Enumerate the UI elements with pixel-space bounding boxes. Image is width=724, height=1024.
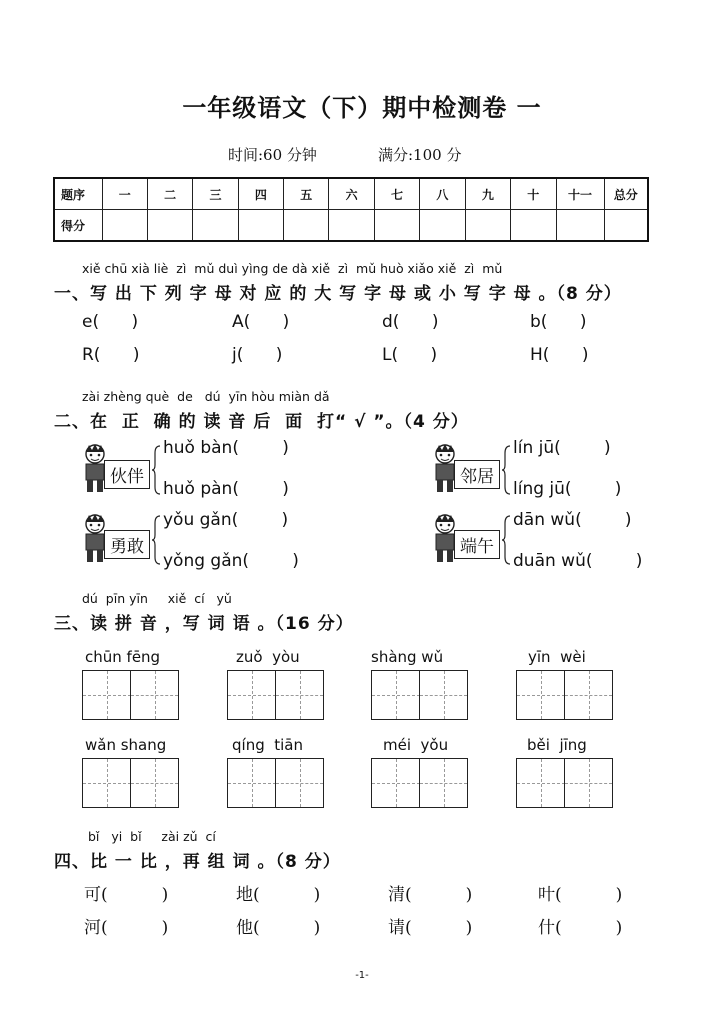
writing-grid[interactable] — [82, 758, 179, 808]
q3-pinyin: dú pīn yīn xiě cí yǔ — [82, 591, 232, 606]
score-header-cell: 八 — [420, 178, 465, 210]
score-table-score-row — [54, 210, 648, 242]
brace-icon — [502, 445, 511, 495]
brace-icon — [152, 515, 161, 565]
q2-word-box: 端午 — [454, 530, 500, 559]
writing-grid[interactable] — [371, 758, 468, 808]
score-header-cell: 四 — [238, 178, 283, 210]
q1-item[interactable]: j( ) — [232, 345, 283, 365]
score-input-cell[interactable] — [284, 210, 329, 242]
q3-word-pinyin: shàng wǔ — [371, 648, 444, 666]
writing-grid[interactable] — [227, 758, 324, 808]
q3-word-pinyin: běi jīng — [527, 736, 587, 754]
q1-item[interactable]: R( ) — [82, 345, 140, 365]
q1-item[interactable]: L( ) — [382, 345, 438, 365]
q2-option[interactable]: líng jū( ) — [513, 479, 622, 499]
full-score-label: 满分:100 分 — [378, 146, 462, 164]
q2-option[interactable]: yǒu gǎn( ) — [163, 510, 289, 530]
q2-word-box: 邻居 — [454, 460, 500, 489]
q1-item[interactable]: H( ) — [530, 345, 589, 365]
score-header-cell: 总分 — [604, 178, 648, 210]
q2-word-box: 勇敢 — [104, 530, 150, 559]
score-input-cell[interactable] — [556, 210, 604, 242]
q2-pinyin: zài zhèng què de dú yīn hòu miàn dǎ — [82, 389, 330, 404]
q3-word-pinyin: wǎn shang — [85, 736, 167, 754]
score-input-cell[interactable] — [238, 210, 283, 242]
page-number: -1- — [355, 970, 369, 981]
score-header-cell: 三 — [193, 178, 238, 210]
q2-option[interactable]: duān wǔ( ) — [513, 551, 643, 571]
q2-heading: 二、在 正 确 的 读 音 后 面 打“ √ ”。（4 分） — [54, 412, 469, 432]
q3-word-pinyin: méi yǒu — [383, 736, 449, 754]
score-input-cell[interactable] — [193, 210, 238, 242]
score-header-cell: 五 — [284, 178, 329, 210]
q3-word-pinyin: yīn wèi — [528, 648, 586, 666]
score-header-cell: 九 — [465, 178, 510, 210]
page-title: 一年级语文（下）期中检测卷 一 — [182, 94, 542, 122]
q4-item[interactable]: 可( ) — [84, 885, 169, 905]
q1-item[interactable]: d( ) — [382, 312, 439, 332]
q3-word-pinyin: qíng tiān — [232, 736, 304, 754]
q4-heading: 四、比 一 比 ，再 组 词 。（8 分） — [54, 852, 341, 872]
score-table — [53, 177, 649, 242]
q1-heading: 一、写 出 下 列 字 母 对 应 的 大 写 字 母 或 小 写 字 母 。（8 分） — [54, 284, 622, 304]
q4-item[interactable]: 地( ) — [236, 885, 321, 905]
q1-item[interactable]: b( ) — [530, 312, 587, 332]
q2-option[interactable]: dān wǔ( ) — [513, 510, 632, 530]
q2-option[interactable]: yǒng gǎn( ) — [163, 551, 299, 571]
q2-option[interactable]: huǒ pàn( ) — [163, 479, 289, 499]
q4-item[interactable]: 河( ) — [84, 918, 169, 938]
writing-grid[interactable] — [82, 670, 179, 720]
q3-heading: 三、读 拼 音 ，写 词 语 。（16 分） — [54, 614, 354, 634]
q1-item[interactable]: e( ) — [82, 312, 139, 332]
q1-item[interactable]: A( ) — [232, 312, 290, 332]
q4-item[interactable]: 请( ) — [388, 918, 473, 938]
writing-grid[interactable] — [227, 670, 324, 720]
q3-word-pinyin: zuǒ yòu — [236, 648, 300, 666]
score-header-cell: 十 — [511, 178, 556, 210]
score-header-cell: 二 — [147, 178, 192, 210]
q4-item[interactable]: 清( ) — [388, 885, 473, 905]
score-input-cell[interactable] — [329, 210, 374, 242]
score-input-cell[interactable] — [511, 210, 556, 242]
score-input-cell[interactable] — [465, 210, 510, 242]
score-input-cell[interactable] — [604, 210, 648, 242]
score-header-cell: 十一 — [556, 178, 604, 210]
score-table-header-row — [54, 178, 648, 210]
writing-grid[interactable] — [516, 758, 613, 808]
score-header-cell: 题序 — [54, 178, 102, 210]
q2-option[interactable]: huǒ bàn( ) — [163, 438, 289, 458]
q4-item[interactable]: 他( ) — [236, 918, 321, 938]
q4-item[interactable]: 叶( ) — [538, 885, 623, 905]
q2-word-box: 伙伴 — [104, 460, 150, 489]
score-header-cell: 六 — [329, 178, 374, 210]
score-header-cell: 七 — [374, 178, 419, 210]
score-row-label: 得分 — [54, 210, 102, 242]
brace-icon — [502, 515, 511, 565]
writing-grid[interactable] — [371, 670, 468, 720]
score-input-cell[interactable] — [420, 210, 465, 242]
score-input-cell[interactable] — [102, 210, 147, 242]
score-input-cell[interactable] — [147, 210, 192, 242]
q2-option[interactable]: lín jū( ) — [513, 438, 611, 458]
writing-grid[interactable] — [516, 670, 613, 720]
score-input-cell[interactable] — [374, 210, 419, 242]
time-label: 时间:60 分钟 — [228, 146, 317, 164]
score-header-cell: 一 — [102, 178, 147, 210]
q1-pinyin: xiě chū xià liè zì mǔ duì yìng de dà xiě zì mǔ huò xiǎo xiě zì mǔ — [82, 261, 503, 276]
q3-word-pinyin: chūn fēng — [85, 648, 161, 666]
q4-pinyin: bǐ yi bǐ zài zǔ cí — [88, 829, 216, 844]
q4-item[interactable]: 什( ) — [538, 918, 623, 938]
brace-icon — [152, 445, 161, 495]
